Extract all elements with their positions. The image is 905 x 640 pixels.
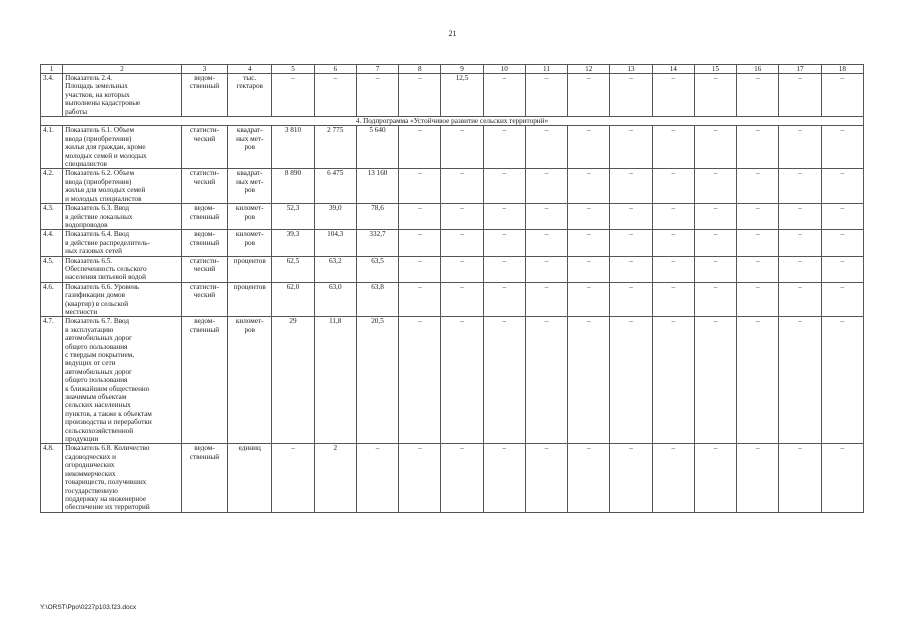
value-cell: – [272, 74, 314, 117]
subprogram-row [41, 117, 864, 126]
indicator-name: Показатель 6.1. Объем ввода (приобретения) жилья для граждан, кроме молодых семей и молодых специалистов [63, 126, 182, 169]
value-cell: – [568, 317, 610, 444]
value-cell: – [610, 282, 652, 317]
value-cell: 29 [272, 317, 314, 444]
data-source: ведом- ственный [181, 444, 227, 512]
value-cell: – [694, 256, 736, 282]
value-cell: – [399, 204, 441, 230]
value-cell: – [779, 444, 821, 512]
indicators-table [40, 64, 864, 513]
value-cell: – [568, 169, 610, 204]
value-cell: – [737, 317, 779, 444]
value-cell: – [610, 74, 652, 117]
value-cell: – [610, 204, 652, 230]
indicator-name: Показатель 6.7. Ввод в эксплуатацию автомобильных дорог общего пользования с твердым покрытием, ведущих от сети автомобильных дорог общего пользования к ближайшим общественно значимым объектам сельских населенных пунктов, а также к объектам производства и переработки сельскохозяйственной продукции [63, 317, 182, 444]
value-cell: – [737, 204, 779, 230]
value-cell: – [737, 256, 779, 282]
value-cell: – [483, 74, 525, 117]
value-cell: 20,5 [356, 317, 398, 444]
table-row [41, 126, 864, 169]
value-cell: – [694, 74, 736, 117]
value-cell: – [525, 204, 567, 230]
unit-of-measure: тыс. гектаров [228, 74, 272, 117]
table-row [41, 282, 864, 317]
value-cell: – [821, 317, 863, 444]
value-cell: 63,8 [356, 282, 398, 317]
value-cell: – [483, 444, 525, 512]
value-cell: 62,0 [272, 282, 314, 317]
value-cell: – [568, 256, 610, 282]
column-number-cell: 18 [821, 65, 863, 74]
column-number-row [41, 65, 864, 74]
row-number: 4.8. [41, 444, 63, 512]
value-cell: – [525, 126, 567, 169]
value-cell: – [821, 169, 863, 204]
value-cell: – [483, 204, 525, 230]
value-cell: 11,8 [314, 317, 356, 444]
value-cell: – [483, 126, 525, 169]
value-cell: – [525, 317, 567, 444]
value-cell: – [399, 169, 441, 204]
value-cell: – [610, 230, 652, 256]
value-cell: 63,0 [314, 282, 356, 317]
value-cell: 63,2 [314, 256, 356, 282]
row-number: 4.3. [41, 204, 63, 230]
value-cell: – [652, 230, 694, 256]
value-cell: 3 810 [272, 126, 314, 169]
row-number: 4.4. [41, 230, 63, 256]
value-cell: – [652, 204, 694, 230]
value-cell: – [441, 126, 483, 169]
value-cell: – [525, 74, 567, 117]
indicator-name: Показатель 6.8. Количество садоводческих и огороднических некоммерческих товариществ, получивших государственную поддержку на инженерное обеспечение их территорий [63, 444, 182, 512]
column-number-cell: 8 [399, 65, 441, 74]
unit-of-measure: единиц [228, 444, 272, 512]
value-cell: – [399, 256, 441, 282]
value-cell: 12,5 [441, 74, 483, 117]
value-cell: – [694, 230, 736, 256]
indicator-name: Показатель 6.5. Обеспеченность сельского населения питьевой водой [63, 256, 182, 282]
value-cell: 78,6 [356, 204, 398, 230]
data-source: ведом- ственный [181, 230, 227, 256]
value-cell: – [694, 204, 736, 230]
value-cell: 62,5 [272, 256, 314, 282]
row-number: 4.7. [41, 317, 63, 444]
value-cell: 8 890 [272, 169, 314, 204]
value-cell: – [694, 282, 736, 317]
value-cell: – [272, 444, 314, 512]
indicator-name: Показатель 6.2. Объем ввода (приобретения) жилья для молодых семей и молодых специалистов [63, 169, 182, 204]
value-cell: – [441, 444, 483, 512]
value-cell: – [779, 169, 821, 204]
value-cell: – [821, 74, 863, 117]
column-number-cell: 7 [356, 65, 398, 74]
value-cell: 5 640 [356, 126, 398, 169]
value-cell: – [821, 230, 863, 256]
value-cell: – [483, 256, 525, 282]
indicator-name: Показатель 6.4. Ввод в действие распределитель- ных газовых сетей [63, 230, 182, 256]
unit-of-measure: квадрат- ных мет- ров [228, 169, 272, 204]
value-cell: – [441, 230, 483, 256]
value-cell: – [821, 204, 863, 230]
value-cell: – [399, 230, 441, 256]
value-cell: – [821, 282, 863, 317]
value-cell: – [779, 126, 821, 169]
value-cell: – [483, 230, 525, 256]
value-cell: – [356, 74, 398, 117]
value-cell: – [568, 126, 610, 169]
table-row [41, 256, 864, 282]
value-cell: – [441, 204, 483, 230]
value-cell: – [694, 169, 736, 204]
column-number-cell: 6 [314, 65, 356, 74]
table-row [41, 169, 864, 204]
value-cell: 2 [314, 444, 356, 512]
value-cell: – [314, 74, 356, 117]
value-cell: – [399, 444, 441, 512]
unit-of-measure: квадрат- ных мет- ров [228, 126, 272, 169]
value-cell: – [779, 282, 821, 317]
row-number: 4.6. [41, 282, 63, 317]
value-cell: – [568, 74, 610, 117]
value-cell: – [737, 282, 779, 317]
column-number-cell: 10 [483, 65, 525, 74]
value-cell: 63,5 [356, 256, 398, 282]
value-cell: – [525, 256, 567, 282]
column-number-cell: 1 [41, 65, 63, 74]
indicator-name: Показатель 6.6. Уровень газификации домов (квартир) в сельской местности [63, 282, 182, 317]
value-cell: – [694, 444, 736, 512]
value-cell: – [441, 256, 483, 282]
page-number: 21 [448, 29, 457, 38]
table-row [41, 317, 864, 444]
value-cell: – [525, 169, 567, 204]
value-cell: – [737, 126, 779, 169]
value-cell: – [399, 282, 441, 317]
value-cell: – [441, 169, 483, 204]
data-source: статисти- ческий [181, 256, 227, 282]
value-cell: 332,7 [356, 230, 398, 256]
data-source: ведом- ственный [181, 204, 227, 230]
column-number-cell: 9 [441, 65, 483, 74]
column-number-cell: 4 [228, 65, 272, 74]
row-number: 4.1. [41, 126, 63, 169]
value-cell: 104,3 [314, 230, 356, 256]
value-cell: – [779, 317, 821, 444]
value-cell: – [652, 74, 694, 117]
value-cell: – [610, 256, 652, 282]
value-cell: – [399, 74, 441, 117]
value-cell: – [399, 317, 441, 444]
row-number: 4.2. [41, 169, 63, 204]
column-number-cell: 14 [652, 65, 694, 74]
data-source: статисти- ческий [181, 126, 227, 169]
value-cell: – [652, 282, 694, 317]
value-cell: 39,3 [272, 230, 314, 256]
value-cell: – [568, 204, 610, 230]
indicator-name: Показатель 2.4. Площадь земельных участков, на которых выполнены кадастровые работы [63, 74, 182, 117]
table-row [41, 74, 864, 117]
value-cell: – [737, 230, 779, 256]
value-cell: – [610, 126, 652, 169]
unit-of-measure: километ- ров [228, 204, 272, 230]
unit-of-measure: процентов [228, 256, 272, 282]
data-source: статисти- ческий [181, 169, 227, 204]
value-cell: – [525, 444, 567, 512]
data-source: ведом- ственный [181, 74, 227, 117]
value-cell: – [525, 282, 567, 317]
value-cell: – [694, 126, 736, 169]
value-cell: – [441, 282, 483, 317]
data-source: ведом- ственный [181, 317, 227, 444]
value-cell: – [610, 444, 652, 512]
value-cell: – [483, 169, 525, 204]
unit-of-measure: километ- ров [228, 317, 272, 444]
value-cell: – [779, 74, 821, 117]
indicator-name: Показатель 6.3. Ввод в действие локальных водопроводов [63, 204, 182, 230]
table-row [41, 204, 864, 230]
value-cell: – [610, 317, 652, 444]
value-cell: 6 475 [314, 169, 356, 204]
value-cell: – [568, 230, 610, 256]
value-cell: 52,3 [272, 204, 314, 230]
value-cell: – [568, 444, 610, 512]
column-number-cell: 13 [610, 65, 652, 74]
table-row [41, 230, 864, 256]
value-cell: – [610, 169, 652, 204]
value-cell: 39,0 [314, 204, 356, 230]
value-cell: – [779, 204, 821, 230]
column-number-cell: 2 [63, 65, 182, 74]
value-cell: – [652, 444, 694, 512]
table-row [41, 444, 864, 512]
column-number-cell: 12 [568, 65, 610, 74]
value-cell: – [737, 169, 779, 204]
footer-file-path: Y:\ORST\Ppo\0227p103.f23.docx [40, 604, 137, 611]
column-number-cell: 15 [694, 65, 736, 74]
value-cell: 13 160 [356, 169, 398, 204]
column-number-cell: 11 [525, 65, 567, 74]
value-cell: – [737, 444, 779, 512]
subprogram-title: 4. Подпрограмма «Устойчивое развитие сельских территорий» [41, 117, 864, 126]
value-cell: – [821, 126, 863, 169]
value-cell: – [821, 256, 863, 282]
row-number: 4.5. [41, 256, 63, 282]
unit-of-measure: процентов [228, 282, 272, 317]
column-number-cell: 16 [737, 65, 779, 74]
value-cell: – [441, 317, 483, 444]
value-cell: – [652, 317, 694, 444]
value-cell: – [694, 317, 736, 444]
value-cell: – [652, 126, 694, 169]
value-cell: – [779, 230, 821, 256]
value-cell: – [779, 256, 821, 282]
value-cell: – [652, 256, 694, 282]
value-cell: – [737, 74, 779, 117]
value-cell: – [356, 444, 398, 512]
column-number-cell: 3 [181, 65, 227, 74]
value-cell: – [399, 126, 441, 169]
value-cell: 2 775 [314, 126, 356, 169]
value-cell: – [483, 317, 525, 444]
value-cell: – [525, 230, 567, 256]
data-source: статисти- ческий [181, 282, 227, 317]
column-number-cell: 5 [272, 65, 314, 74]
value-cell: – [568, 282, 610, 317]
value-cell: – [652, 169, 694, 204]
value-cell: – [483, 282, 525, 317]
row-number: 3.4. [41, 74, 63, 117]
column-number-cell: 17 [779, 65, 821, 74]
unit-of-measure: километ- ров [228, 230, 272, 256]
value-cell: – [821, 444, 863, 512]
